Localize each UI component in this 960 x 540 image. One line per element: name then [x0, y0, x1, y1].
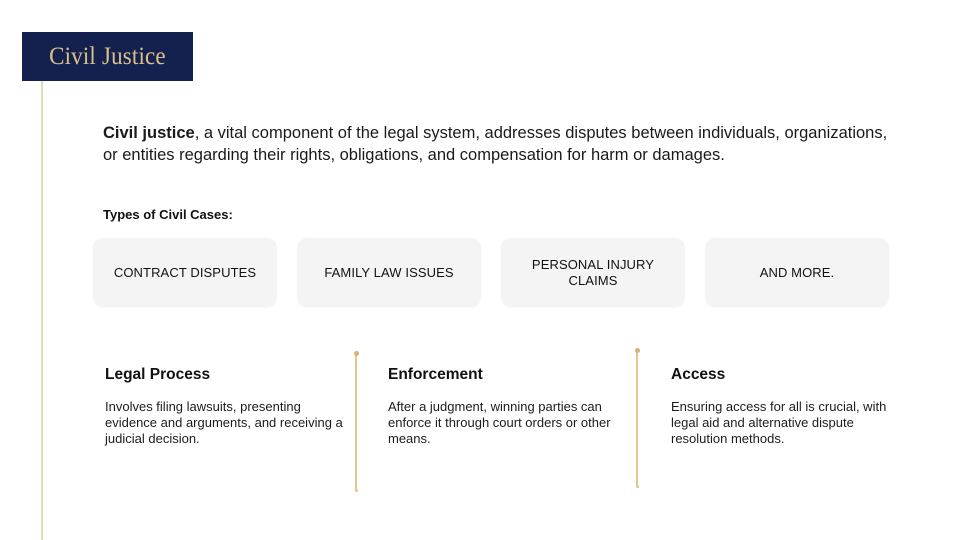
case-type-label: PERSONAL INJURY CLAIMS — [531, 256, 655, 288]
case-type-label: FAMILY LAW ISSUES — [324, 264, 454, 280]
column-legal-process — [105, 366, 345, 447]
case-type-label: AND MORE. — [759, 264, 835, 280]
case-type-label: CONTRACT DISPUTES — [113, 264, 257, 280]
title-banner — [22, 32, 193, 81]
case-types-list — [93, 238, 889, 307]
column-title: Access — [671, 366, 726, 383]
case-type-card-personal-injury — [501, 238, 685, 307]
page-title: Civil Justice — [49, 42, 166, 70]
column-enforcement — [388, 366, 628, 447]
case-type-card-family-law — [297, 238, 481, 307]
column-access — [671, 366, 911, 447]
case-type-card-contract-disputes — [93, 238, 277, 307]
column-body: Ensuring access for all is crucial, with legal aid and alternative dispute resolution methods. — [671, 399, 887, 446]
intro-text: , a vital component of the legal system, addresses disputes between individuals, organizations, or entities regarding their rights, obligations, and compensation for harm or damages. — [103, 124, 888, 164]
column-body: After a judgment, winning parties can enforce it through court orders or other means. — [388, 399, 611, 446]
intro-bold-lead: Civil justice — [103, 124, 195, 142]
column-body: Involves filing lawsuits, presenting evidence and arguments, and receiving a judicial decision. — [105, 399, 343, 446]
case-type-card-and-more — [705, 238, 889, 307]
left-accent-rail — [41, 81, 43, 540]
column-title: Legal Process — [105, 366, 211, 383]
intro-paragraph — [103, 122, 903, 166]
types-heading: Types of Civil Cases: — [103, 207, 233, 222]
column-divider — [636, 350, 638, 487]
column-title: Enforcement — [388, 366, 483, 383]
column-divider — [355, 353, 357, 491]
